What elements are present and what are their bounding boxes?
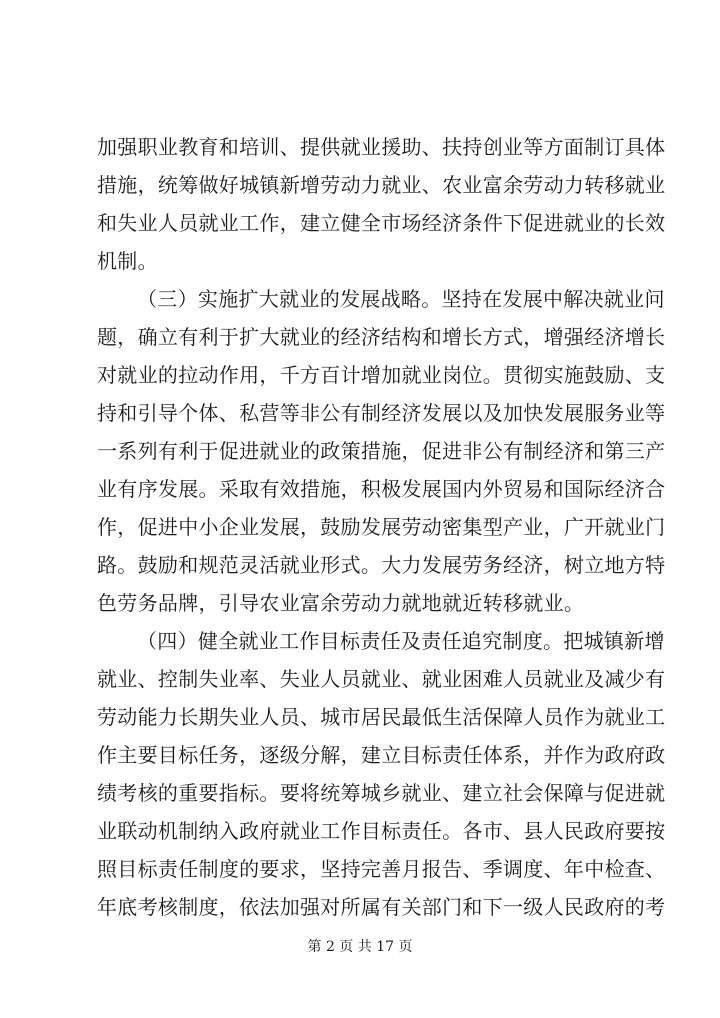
text-line: 和失业人员就业工作，建立健全市场经济条件下促进就业的长效 — [97, 211, 666, 235]
text-line: 绩考核的重要指标。要将统筹城乡就业、建立社会保障与促进就 — [97, 781, 666, 805]
text-line: 机制。 — [97, 249, 158, 273]
paragraph-heading-line: （四）健全就业工作目标责任及责任追究制度。把城镇新增 — [137, 629, 665, 653]
text-line: 劳动能力长期失业人员、城市居民最低生活保障人员作为就业工 — [97, 705, 666, 729]
text-line: 照目标责任制度的要求，坚持完善月报告、季调度、年中检查、 — [97, 857, 666, 881]
text-line: 就业、控制失业率、失业人员就业、就业困难人员就业及减少有 — [97, 667, 666, 691]
text-line: 年底考核制度，依法加强对所属有关部门和下一级人民政府的考 — [97, 895, 666, 919]
text-line: 一系列有利于促进就业的政策措施，促进非公有制经济和第三产 — [97, 439, 666, 463]
text-line: 作主要目标任务，逐级分解，建立目标责任体系，并作为政府政 — [97, 743, 666, 767]
text-line: 加强职业教育和培训、提供就业援助、扶持创业等方面制订具体 — [97, 135, 666, 159]
text-line: 措施，统筹做好城镇新增劳动力就业、农业富余劳动力转移就业 — [97, 173, 666, 197]
text-line: 持和引导个体、私营等非公有制经济发展以及加快发展服务业等 — [97, 401, 666, 425]
text-line: 作，促进中小企业发展，鼓励发展劳动密集型产业，广开就业门 — [97, 515, 666, 539]
text-line: 业联动机制纳入政府就业工作目标责任。各市、县人民政府要按 — [97, 819, 666, 843]
text-line: 路。鼓励和规范灵活就业形式。大力发展劳务经济，树立地方特 — [97, 553, 666, 577]
text-line: 题，确立有利于扩大就业的经济结构和增长方式，增强经济增长 — [97, 325, 666, 349]
text-line: 对就业的拉动作用，千方百计增加就业岗位。贯彻实施鼓励、支 — [97, 363, 666, 387]
paragraph-heading-line: （三）实施扩大就业的发展战略。坚持在发展中解决就业问 — [137, 287, 665, 311]
page-number-footer: 第 2 页 共 17 页 — [307, 939, 413, 955]
text-line: 业有序发展。采取有效措施，积极发展国内外贸易和国际经济合 — [97, 477, 666, 501]
text-line: 色劳务品牌，引导农业富余劳动力就地就近转移就业。 — [97, 591, 585, 615]
